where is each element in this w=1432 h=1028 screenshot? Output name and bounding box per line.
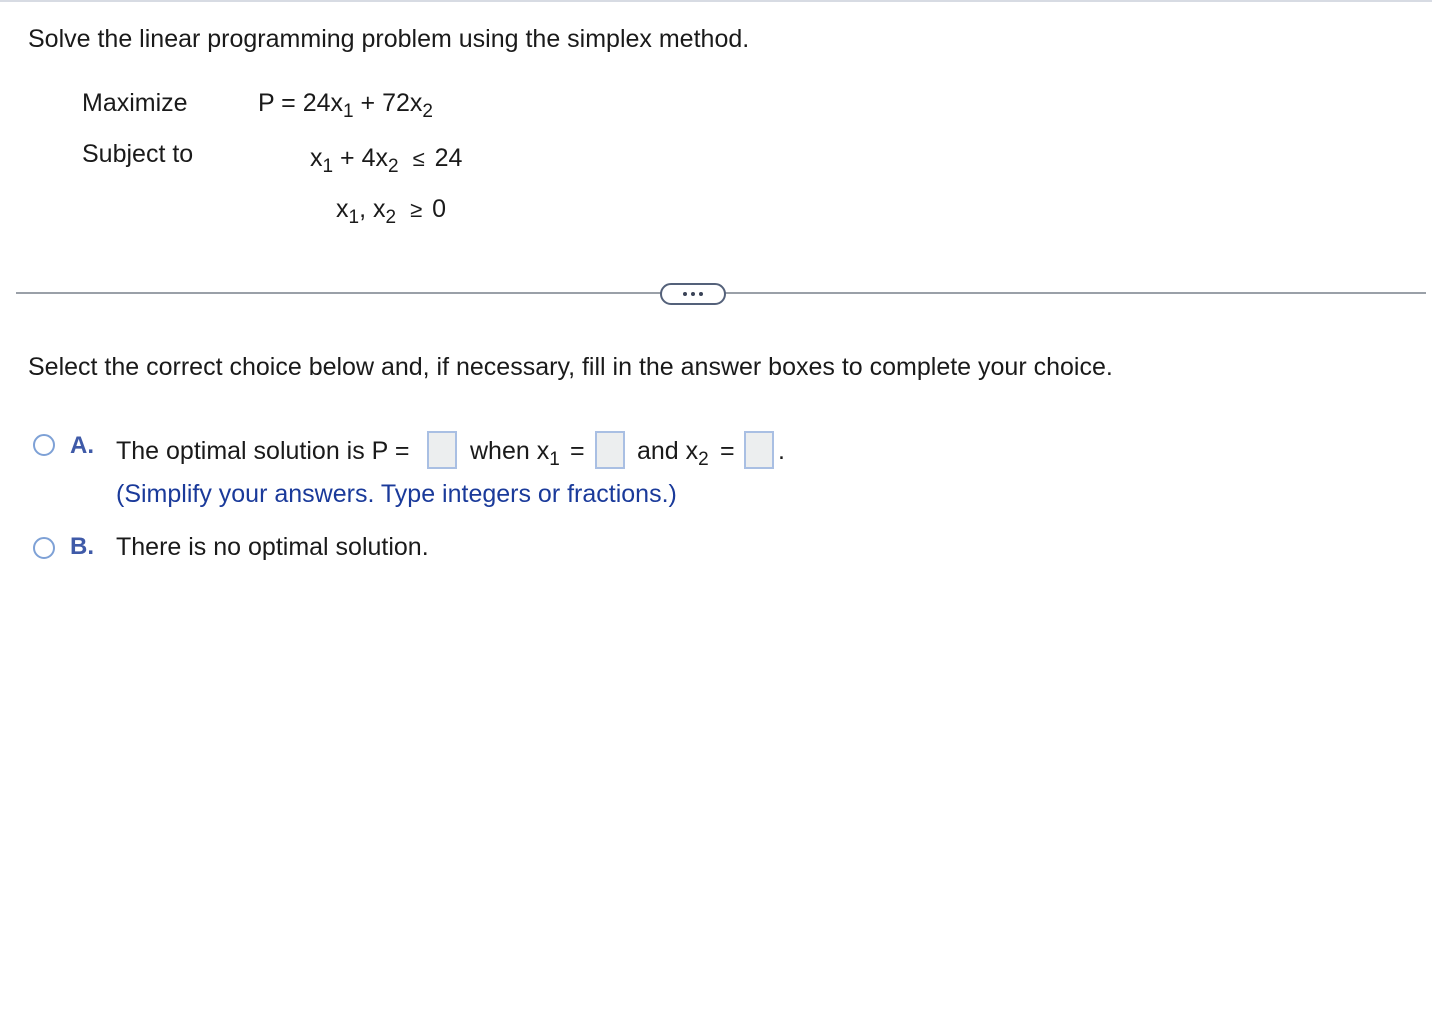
constraint2-relation: ≥ (410, 197, 423, 222)
answer-x2-input[interactable] (744, 431, 774, 469)
constraint1-sub1: 1 (322, 156, 334, 177)
objective-sub2: 2 (422, 101, 433, 122)
x1-subscript: 1 (549, 449, 560, 470)
constraint2-sub1: 1 (348, 207, 360, 228)
objective-lhs: P = 24x (258, 89, 344, 117)
constraint2-sub2: 2 (385, 207, 397, 228)
choice-b-radio[interactable] (33, 537, 55, 559)
answer-x1-input[interactable] (595, 431, 625, 469)
more-dots-icon (683, 292, 687, 296)
constraint-2 (336, 194, 447, 228)
objective-sub1: 1 (343, 101, 354, 122)
choice-b-letter[interactable]: B. (70, 533, 94, 560)
constraint2-rhs: 0 (432, 195, 447, 223)
constraint2-b: , x (359, 195, 386, 223)
maximize-label: Maximize (82, 89, 188, 117)
equals-sign-2: = (720, 437, 735, 465)
constraint2-a: x (336, 195, 349, 223)
and-x-label: and x (637, 437, 699, 465)
expand-button[interactable] (660, 283, 726, 305)
constraint1-a: x (310, 144, 323, 172)
choice-a-text-when (470, 436, 560, 470)
objective-mid: + 72x (353, 89, 423, 117)
constraint-1 (310, 143, 463, 177)
choice-a-letter[interactable]: A. (70, 432, 94, 459)
choice-a-text-p: The optimal solution is P = (116, 437, 410, 465)
top-border (0, 0, 1432, 2)
equals-sign-1: = (570, 437, 585, 465)
more-dots-icon (699, 292, 703, 296)
constraint1-rhs: 24 (434, 144, 463, 172)
answer-p-input[interactable] (427, 431, 457, 469)
constraint1-sub2: 2 (387, 156, 399, 177)
choice-b-text[interactable]: There is no optimal solution. (116, 533, 429, 561)
constraint1-relation: ≤ (412, 146, 425, 171)
when-x-label: when x (470, 437, 550, 465)
choice-a-radio[interactable] (33, 434, 55, 456)
more-dots-icon (691, 292, 695, 296)
instruction-text: Select the correct choice below and, if necessary, fill in the answer boxes to complete your choice. (28, 353, 1113, 381)
constraint1-b: + 4x (333, 144, 388, 172)
choice-a-hint: (Simplify your answers. Type integers or fractions.) (116, 480, 677, 508)
objective-function (258, 88, 433, 122)
question-title: Solve the linear programming problem using the simplex method. (28, 25, 750, 53)
choice-a-period: . (778, 437, 785, 465)
x2-subscript: 2 (698, 449, 709, 470)
choice-a-text-and (637, 436, 709, 470)
subject-to-label: Subject to (82, 140, 194, 168)
